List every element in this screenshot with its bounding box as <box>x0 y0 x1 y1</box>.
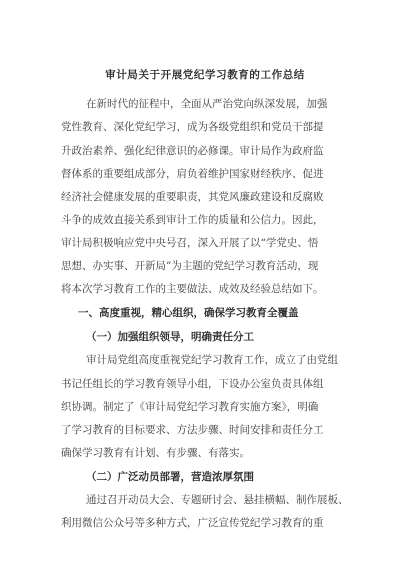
intro-line: 审计局积极响应党中央号召，深入开展了以“学党史、悟 <box>61 237 319 249</box>
body-line: 审计局党组高度重视党纪学习教育工作，成立了由党组 <box>86 354 338 366</box>
body-line: 确保学习教育有计划、有步骤、有落实。 <box>61 447 250 459</box>
body-line: 通过召开动员大会、专题研讨会、悬挂横幅、制作展板、 <box>86 494 349 506</box>
body-line: 书记任组长的学习教育领导小组，下设办公室负责具体组 <box>61 378 324 390</box>
intro-line: 在新时代的征程中，全面从严治党向纵深发展，加强 <box>86 98 328 110</box>
subsection-heading: （一）加强组织领导，明确责任分工 <box>86 331 254 343</box>
intro-line: 经济社会健康发展的重要职责，其党风廉政建设和反腐败 <box>61 191 324 203</box>
section-heading: 一、高度重视，精心组织，确保学习教育全覆盖 <box>78 307 299 319</box>
body-line: 利用微信公众号等多种方式，广泛宣传党纪学习教育的重 <box>61 517 324 529</box>
body-line: 织协调。制定了《审计局党纪学习教育实施方案》，明确 <box>61 401 319 413</box>
intro-line: 思想、办实事、开新局”为主题的党纪学习教育活动，现 <box>61 260 319 272</box>
body-line: 了学习教育的目标要求、方法步骤、时间安排和责任分工 <box>61 424 324 436</box>
intro-line: 斗争的成效直接关系到审计工作的质量和公信力。因此， <box>61 214 324 226</box>
intro-line: 将本次学习教育工作的主要做法、成效及经验总结如下。 <box>61 283 324 295</box>
subsection-heading: （二）广泛动员部署，营造浓厚氛围 <box>86 471 254 483</box>
intro-line: 督体系的重要组成部分，肩负着维护国家财经秩序、促进 <box>61 168 324 180</box>
document-title: 审计局关于开展党纪学习教育的工作总结 <box>105 69 305 81</box>
intro-line: 升政治素养、强化纪律意识的必修课。审计局作为政府监 <box>61 145 324 157</box>
intro-line: 党性教育、深化党纪学习，成为各级党组织和党员干部提 <box>61 121 324 133</box>
